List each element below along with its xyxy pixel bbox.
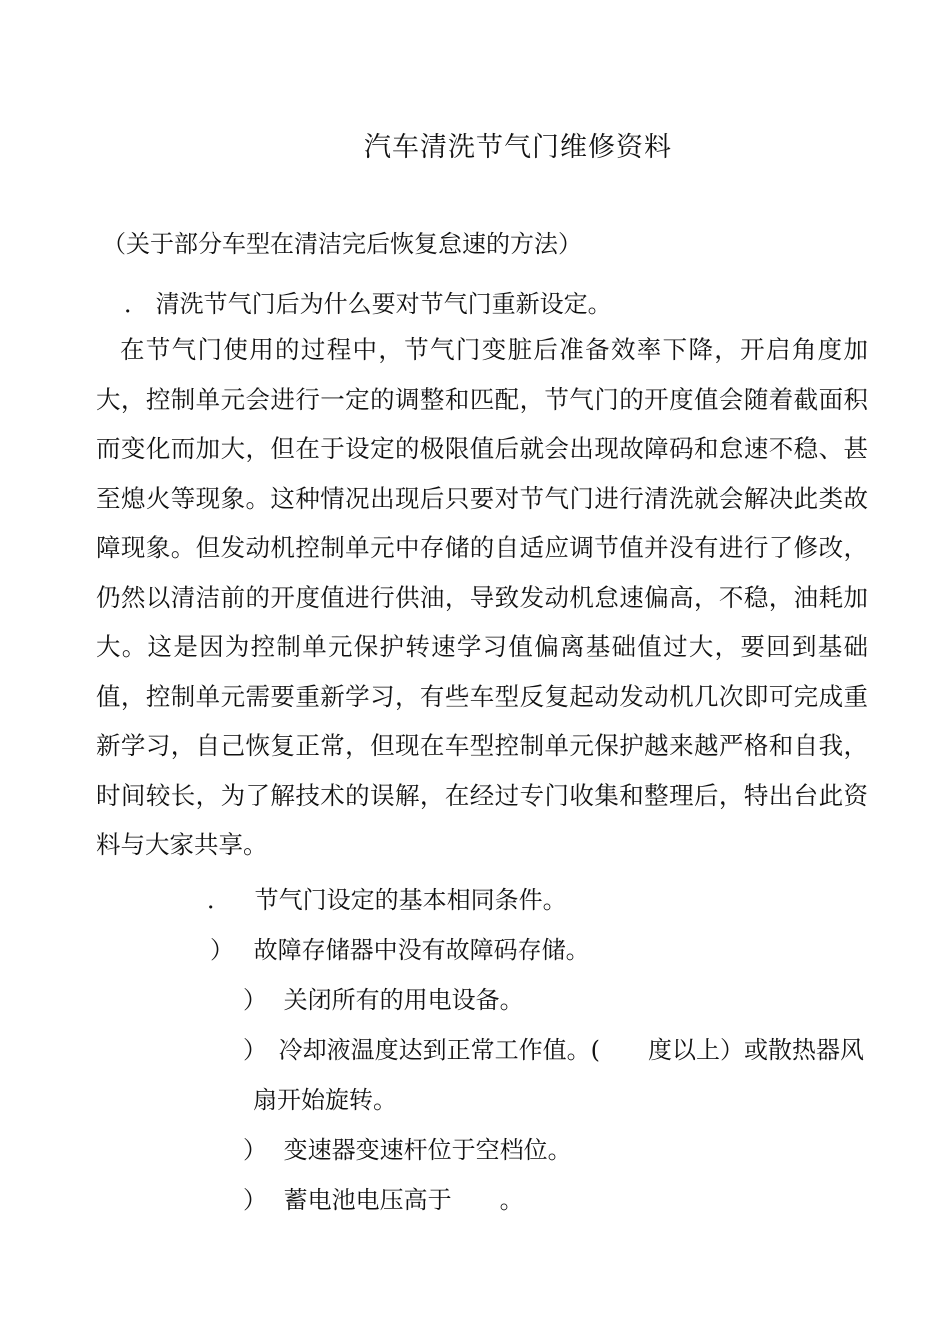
condition-item-3-continuation: 扇开始旋转。	[253, 1086, 397, 1114]
condition-marker: ）	[243, 1186, 267, 1214]
section1-marker: ．	[124, 290, 148, 318]
condition-text: 关闭所有的用电设备。	[283, 986, 524, 1014]
section1-heading-text: 清洗节气门后为什么要对节气门重新设定。	[155, 290, 612, 318]
section1-heading	[124, 284, 612, 319]
condition-marker: ）	[243, 1036, 267, 1064]
document-title: 汽车清洗节气门维修资料	[364, 132, 672, 163]
condition-item-4	[243, 1130, 572, 1165]
document-subtitle: （关于部分车型在清洁完后恢复怠速的方法）	[102, 230, 582, 258]
section1-paragraph: 在节气门使用的过程中，节气门变脏后准备效率下降，开启角度加大，控制单元会进行一定的调整和匹配，节气门的开度值会随着截面积而变化而加大，但在于设定的极限值后就会出现故障码和怠速不稳、甚至熄火等现象。这种情况出现后只要对节气门进行清洗就会解决此类故障现象。但发动机控制单元中存储的自适应调节值并没有进行了修改，仍然以清洁前的开度值进行供油，导致发动机怠速偏高，不稳，油耗加大。这是因为控制单元保护转速学习值偏离基础值过大，要回到基础值，控制单元需要重新学习，有些车型反复起动发动机几次即可完成重新学习，自己恢复正常，但现在车型控制单元保护越来越严格和自我，时间较长，为了解技术的误解，在经过专门收集和整理后，特出台此资料与大家共享。	[96, 335, 868, 859]
condition-marker: ）	[210, 936, 234, 964]
section2-marker: ．	[207, 886, 231, 914]
condition-text: 变速器变速杆位于空档位。	[283, 1136, 572, 1164]
condition-item-3	[243, 1030, 864, 1065]
section2-heading-text: 节气门设定的基本相同条件。	[254, 886, 567, 914]
section2-heading	[207, 880, 567, 915]
condition-marker: ）	[243, 986, 267, 1014]
condition-text: 故障存储器中没有故障码存储。	[253, 936, 590, 964]
condition-item-5	[243, 1180, 524, 1215]
condition-text: 蓄电池电压高于 。	[283, 1186, 524, 1214]
condition-item-2	[243, 980, 524, 1015]
condition-marker: ）	[243, 1136, 267, 1164]
condition-text: 冷却液温度达到正常工作值。( 度以上）或散热器风	[278, 1036, 865, 1064]
condition-item-1	[210, 930, 590, 965]
